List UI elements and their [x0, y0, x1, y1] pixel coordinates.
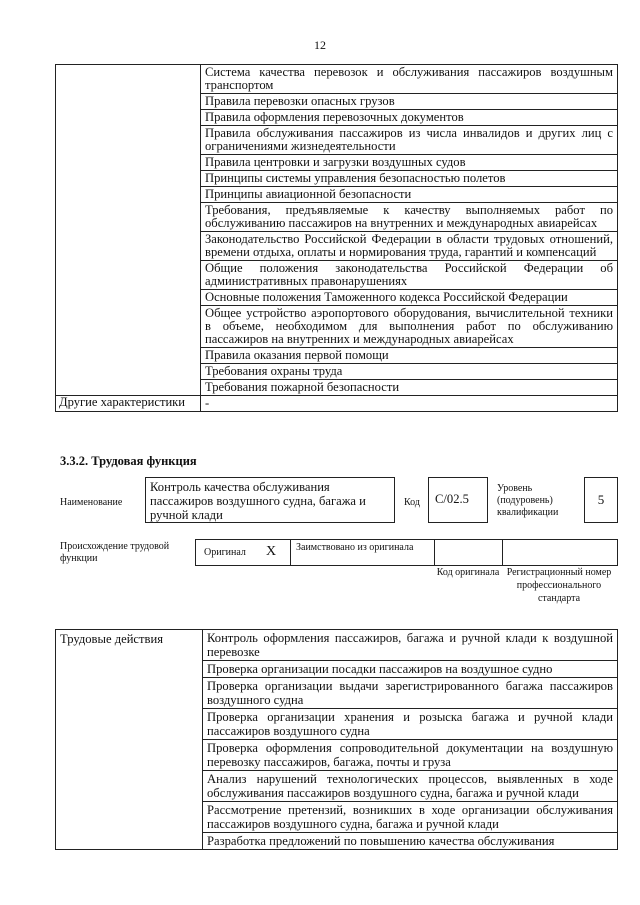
code-label: Код [404, 497, 420, 508]
knowledge-item: Правила обслуживания пассажиров из числа инвалидов и других лиц с ограничениями жизнедеятельности [201, 126, 618, 155]
origin-label: Происхождение трудовой функции [60, 541, 170, 564]
table-row [56, 630, 618, 661]
qualification-level-box: 5 [584, 477, 618, 523]
table-row [56, 396, 618, 412]
labor-action-item: Разработка предложений по повышению качества обслуживания [203, 833, 618, 850]
registration-number-caption: Регистрационный номер профессионального стандарта [506, 567, 612, 604]
knowledge-item: Правила перевозки опасных грузов [201, 94, 618, 110]
table-row [56, 65, 618, 94]
divider [434, 540, 435, 565]
knowledge-item: Правила оказания первой помощи [201, 348, 618, 364]
labor-action-item: Проверка организации посадки пассажиров на воздушное судно [203, 661, 618, 678]
name-label: Наименование [60, 497, 123, 508]
knowledge-item: Требования пожарной безопасности [201, 380, 618, 396]
knowledge-item: Общее устройство аэропортового оборудования, вычислительной техники в объеме, необходимом для выполнения работ по обслуживанию пассажиров на внутренних и международных авиарейсах [201, 306, 618, 348]
borrowed-label: Заимствовано из оригинала [296, 542, 414, 553]
knowledge-item: Основные положения Таможенного кодекса Российской Федерации [201, 290, 618, 306]
original-mark: X [266, 544, 277, 559]
origin-box [195, 539, 618, 566]
knowledge-item: Принципы авиационной безопасности [201, 187, 618, 203]
page-number: 12 [314, 38, 326, 52]
divider [290, 540, 291, 565]
function-name-box: Контроль качества обслуживания пассажиров воздушного судна, багажа и ручной клади [145, 477, 395, 523]
original-label: Оригинал [204, 547, 246, 558]
original-code-caption: Код оригинала [436, 567, 500, 578]
knowledge-label-cell [56, 65, 201, 396]
knowledge-table [55, 64, 618, 412]
labor-actions-label: Трудовые действия [56, 630, 203, 850]
labor-action-item: Проверка организации хранения и розыска багажа и ручной клади пассажиров воздушного судна [203, 709, 618, 740]
knowledge-item: Принципы системы управления безопасностью полетов [201, 171, 618, 187]
divider [502, 540, 503, 565]
other-characteristics-label: Другие характеристики [56, 396, 201, 412]
knowledge-item: Требования охраны труда [201, 364, 618, 380]
labor-action-item: Контроль оформления пассажиров, багажа и ручной клади к воздушной перевозке [203, 630, 618, 661]
knowledge-item: Требования, предъявляемые к качеству выполняемых работ по обслуживанию пассажиров на внутренних и международных авиарейсах [201, 203, 618, 232]
knowledge-item: Правила оформления перевозочных документов [201, 110, 618, 126]
labor-action-item: Проверка организации выдачи зарегистрированного багажа пассажиров воздушного судна [203, 678, 618, 709]
other-characteristics-value: - [201, 396, 618, 412]
labor-action-item: Рассмотрение претензий, возникших в ходе организации обслуживания пассажиров воздушного судна, багажа и ручной клади [203, 802, 618, 833]
knowledge-item: Законодательство Российской Федерации в области трудовых отношений, времени отдыха, оплаты и нормирования труда, гарантий и компенсаций [201, 232, 618, 261]
labor-action-item: Проверка оформления сопроводительной документации на воздушную перевозку пассажиров, багажа, почты и груза [203, 740, 618, 771]
labor-actions-table [55, 629, 618, 850]
qualification-level-label: Уровень (подуровень) квалификации [497, 483, 559, 518]
section-title: 3.3.2. Трудовая функция [60, 454, 197, 468]
knowledge-item: Общие положения законодательства Российской Федерации об административных правонарушениях [201, 261, 618, 290]
knowledge-item: Система качества перевозок и обслуживания пассажиров воздушным транспортом [201, 65, 618, 94]
labor-action-item: Анализ нарушений технологических процессов, выявленных в ходе обслуживания пассажиров воздушного судна, багажа и ручной клади [203, 771, 618, 802]
knowledge-item: Правила центровки и загрузки воздушных судов [201, 155, 618, 171]
function-code-box: C/02.5 [428, 477, 488, 523]
